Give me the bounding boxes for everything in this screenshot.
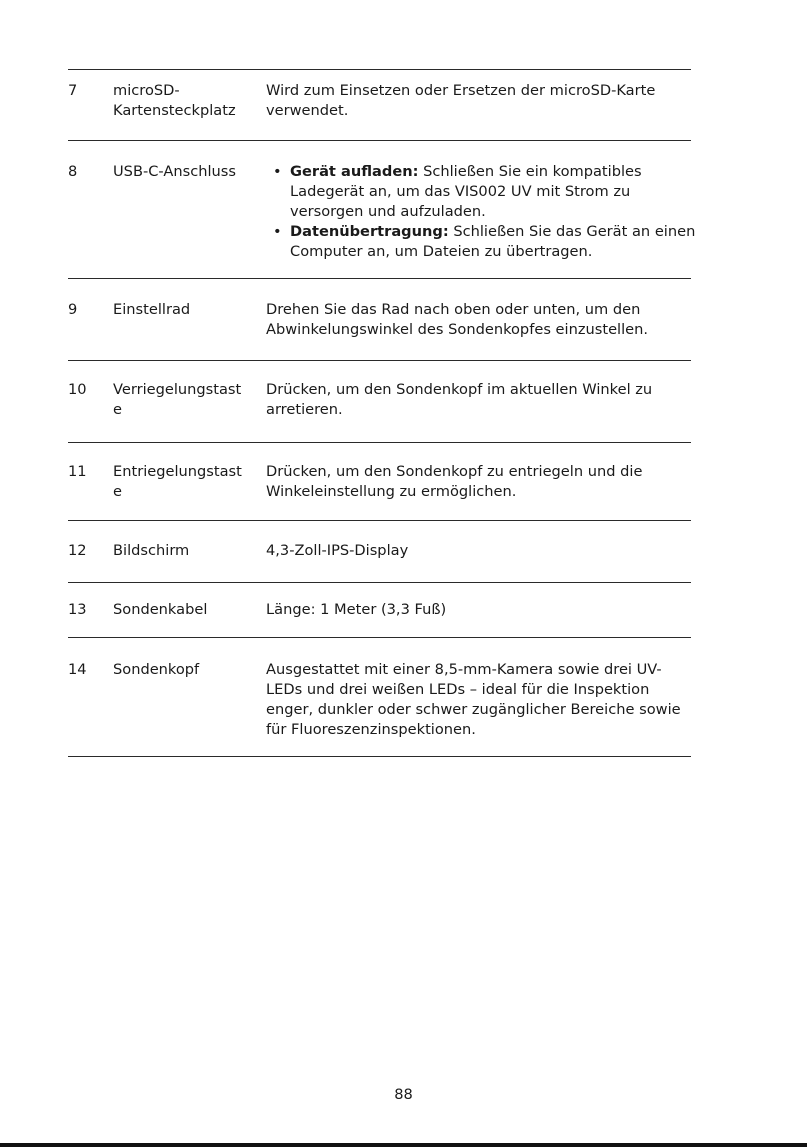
row-name-line: e	[113, 401, 122, 418]
row-description: 4,3-Zoll-IPS-Display	[266, 542, 409, 559]
table-row	[68, 141, 696, 279]
row-description: Wird zum Einsetzen oder Ersetzen der microSD-Karte verwendet.	[266, 82, 656, 119]
row-name: Sondenkopf	[113, 661, 200, 678]
component-table	[68, 69, 696, 757]
row-number: 8	[68, 163, 78, 180]
bullet-icon: •	[273, 163, 282, 180]
bullet-label: Gerät aufladen:	[290, 163, 419, 180]
row-name	[113, 462, 248, 502]
row-name: Sondenkabel	[113, 601, 208, 618]
list-item	[266, 162, 645, 222]
row-number: 12	[68, 542, 87, 559]
row-description: Drehen Sie das Rad nach oben oder unten, um den Abwinkelungswinkel des Sondenkopfes einzustellen.	[266, 301, 649, 338]
row-name-line: microSD-	[113, 82, 180, 99]
row-description: Ausgestattet mit einer 8,5-mm-Kamera sowie drei UV-LEDs und drei weißen LEDs – ideal für die Inspektion enger, dunkler oder schwer zugänglicher Bereiche sowie für Fluoreszenzinspektionen.	[266, 661, 681, 738]
table-row	[68, 638, 691, 757]
row-name-line: e	[113, 483, 122, 500]
row-description: Drücken, um den Sondenkopf im aktuellen Winkel zu arretieren.	[266, 381, 653, 418]
bullet-icon: •	[273, 223, 282, 240]
row-description	[266, 162, 696, 262]
row-number: 10	[68, 381, 87, 398]
row-name-line: Kartensteckplatz	[113, 102, 236, 119]
row-name	[113, 380, 248, 420]
row-name: Bildschirm	[113, 542, 190, 559]
table-row	[68, 70, 691, 141]
table-row	[68, 521, 691, 583]
footer-rule	[0, 1143, 807, 1147]
row-description: Drücken, um den Sondenkopf zu entriegeln und die Winkeleinstellung zu ermöglichen.	[266, 463, 643, 500]
row-number: 13	[68, 601, 87, 618]
row-name-line: Entriegelungstast	[113, 463, 242, 480]
row-name: Einstellrad	[113, 301, 191, 318]
page-number: 88	[394, 1086, 413, 1103]
row-number: 14	[68, 661, 87, 678]
bullet-label: Datenübertragung:	[290, 223, 449, 240]
table-row	[68, 443, 691, 521]
row-description: Länge: 1 Meter (3,3 Fuß)	[266, 601, 447, 618]
table-row	[68, 583, 691, 638]
list-item	[266, 222, 700, 262]
bullet-text: Schließen Sie das Gerät an einen Computer an, um Dateien zu übertragen.	[290, 223, 696, 260]
row-number: 11	[68, 463, 87, 480]
row-name-line: Verriegelungstast	[113, 381, 242, 398]
table-row	[68, 279, 691, 361]
row-name: USB-C-Anschluss	[113, 163, 236, 180]
table-row	[68, 361, 691, 443]
row-name	[113, 81, 248, 121]
row-number: 7	[68, 82, 78, 99]
row-number: 9	[68, 301, 78, 318]
bullet-text: Schließen Sie ein kompatibles Ladegerät an, um das VIS002 UV mit Strom zu versorgen und aufzuladen.	[290, 163, 642, 220]
